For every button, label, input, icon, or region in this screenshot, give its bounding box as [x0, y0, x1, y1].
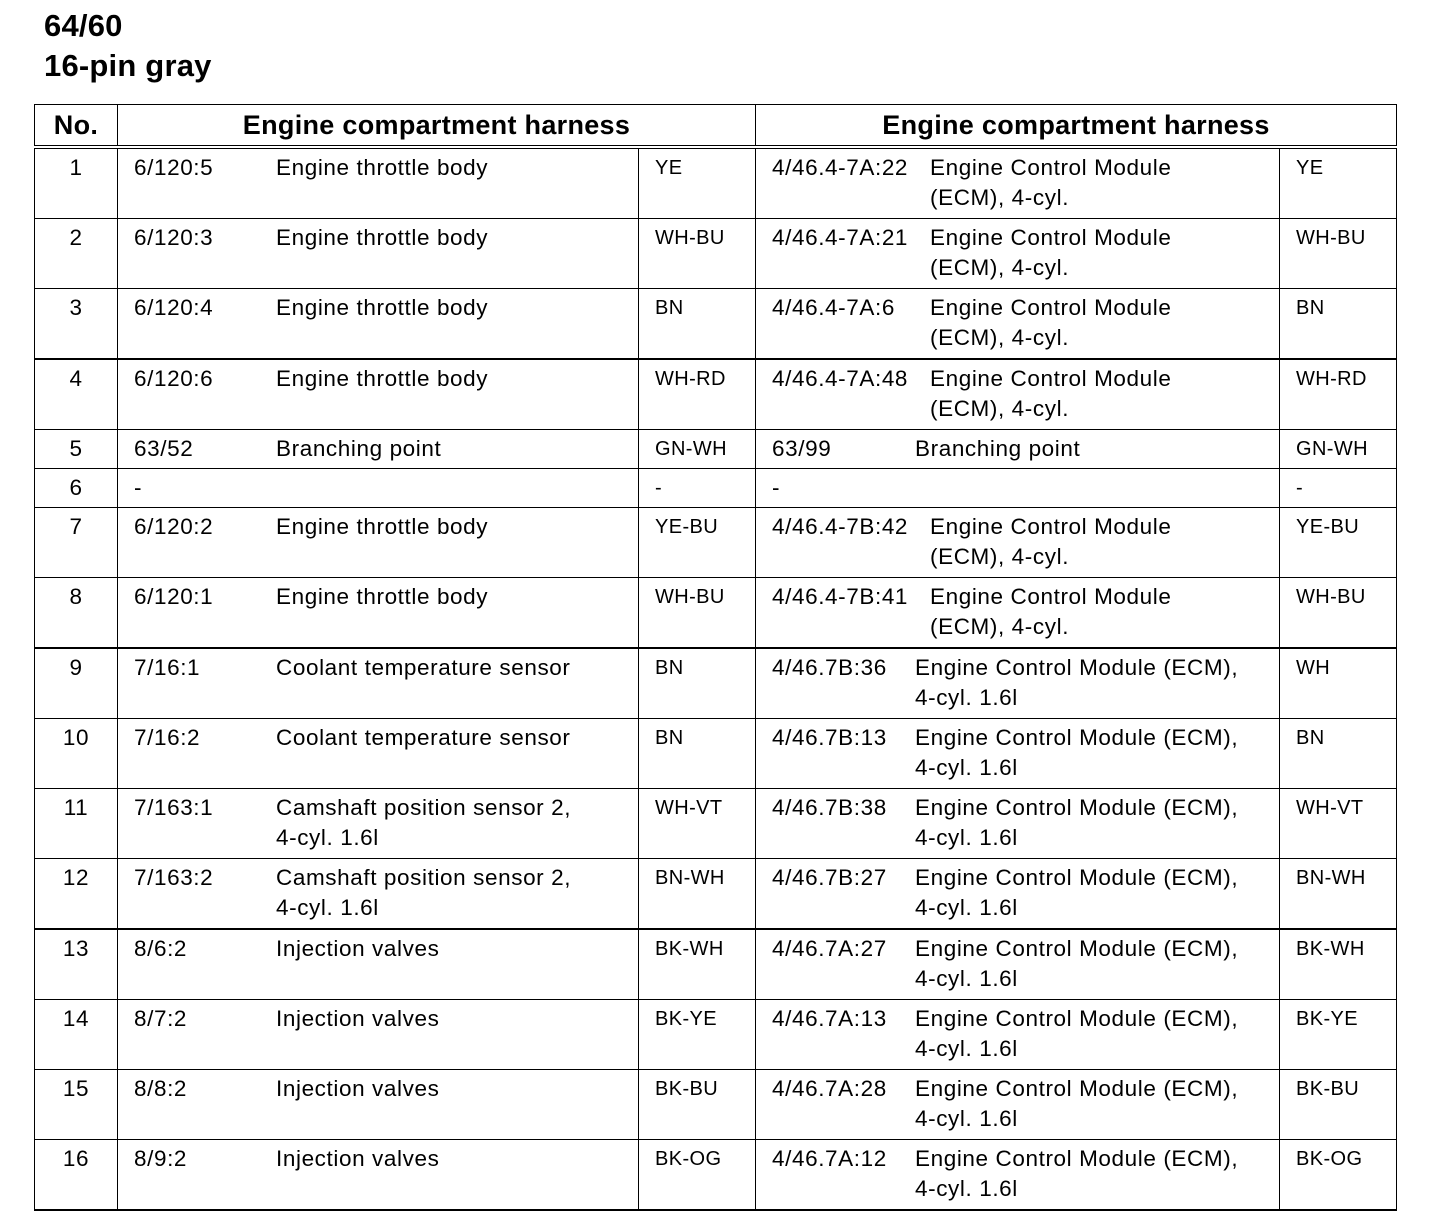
- table-row: [35, 1000, 1397, 1070]
- table-row: [35, 469, 1397, 508]
- right-pin-code: 4/46.7A:12: [772, 1146, 887, 1171]
- right-component: Engine Control Module (ECM), 4-cyl. 1.6l: [915, 1006, 1239, 1061]
- left-pin-code: 8/7:2: [134, 1006, 188, 1031]
- right-pin-code: 4/46.7B:36: [772, 655, 887, 680]
- right-component: Engine Control Module (ECM), 4-cyl. 1.6l: [915, 1146, 1239, 1201]
- left-pin-cell: [118, 929, 639, 1000]
- right-pin-cell: [756, 1140, 1280, 1211]
- right-component: Branching point: [915, 436, 1081, 461]
- right-pin-cell: [756, 359, 1280, 430]
- right-component: [915, 473, 1279, 503]
- left-pin-cell: [118, 859, 639, 930]
- left-wire-color: YE-BU: [639, 508, 756, 578]
- right-pin-cell: [756, 147, 1280, 219]
- right-component: Engine Control Module (ECM), 4-cyl.: [930, 155, 1172, 210]
- header-no: No.: [35, 105, 118, 148]
- left-pin-code: 63/52: [134, 436, 194, 461]
- right-pin-code: 4/46.4-7A:22: [772, 155, 909, 180]
- right-pin-code: 4/46.7A:27: [772, 936, 887, 961]
- right-wire-color: BK-WH: [1280, 929, 1397, 1000]
- left-pin-cell: [118, 648, 639, 719]
- left-wire-color: BN-WH: [639, 859, 756, 930]
- right-pin-cell: [756, 1070, 1280, 1140]
- left-wire-color: YE: [639, 147, 756, 219]
- left-pin-code: 7/163:1: [134, 795, 214, 820]
- left-component: Engine throttle body: [276, 584, 489, 609]
- table-row: [35, 1070, 1397, 1140]
- pin-number: 14: [35, 1000, 118, 1070]
- right-pin-cell: [756, 469, 1280, 508]
- right-component: Engine Control Module (ECM), 4-cyl. 1.6l: [915, 936, 1239, 991]
- right-pin-cell: [756, 289, 1280, 360]
- right-pin-cell: [756, 929, 1280, 1000]
- right-wire-color: YE-BU: [1280, 508, 1397, 578]
- left-component: Engine throttle body: [276, 514, 489, 539]
- right-wire-color: WH-RD: [1280, 359, 1397, 430]
- right-component: Engine Control Module (ECM), 4-cyl. 1.6l: [915, 795, 1239, 850]
- left-pin-cell: [118, 1000, 639, 1070]
- right-wire-color: WH-BU: [1280, 219, 1397, 289]
- right-wire-color: BN-WH: [1280, 859, 1397, 930]
- right-pin-code: 4/46.7B:13: [772, 725, 887, 750]
- left-pin-cell: [118, 289, 639, 360]
- left-pin-code: 6/120:3: [134, 225, 214, 250]
- right-wire-color: BK-OG: [1280, 1140, 1397, 1211]
- left-component: Engine throttle body: [276, 366, 489, 391]
- left-component: Camshaft position sensor 2, 4-cyl. 1.6l: [276, 795, 572, 850]
- pin-number: 12: [35, 859, 118, 930]
- left-pin-code: 6/120:5: [134, 155, 214, 180]
- pin-number: 13: [35, 929, 118, 1000]
- pin-number: 15: [35, 1070, 118, 1140]
- right-wire-color: GN-WH: [1280, 430, 1397, 469]
- table-row: [35, 859, 1397, 930]
- table-row: [35, 289, 1397, 360]
- right-pin-code: -: [772, 475, 781, 500]
- table-header-row: [35, 105, 1397, 148]
- left-component: Coolant temperature sensor: [276, 725, 571, 750]
- table-row: [35, 648, 1397, 719]
- left-pin-cell: [118, 219, 639, 289]
- right-pin-code: 4/46.4-7A:21: [772, 225, 909, 250]
- left-component: Branching point: [276, 436, 442, 461]
- right-pin-cell: [756, 719, 1280, 789]
- left-wire-color: BN: [639, 289, 756, 360]
- left-wire-color: WH-BU: [639, 219, 756, 289]
- right-pin-code: 4/46.4-7B:42: [772, 514, 909, 539]
- left-pin-cell: [118, 578, 639, 649]
- left-pin-code: 8/8:2: [134, 1076, 188, 1101]
- left-pin-code: 8/9:2: [134, 1146, 188, 1171]
- right-pin-cell: [756, 789, 1280, 859]
- left-pin-code: 6/120:6: [134, 366, 214, 391]
- left-pin-cell: [118, 147, 639, 219]
- right-pin-cell: [756, 219, 1280, 289]
- left-pin-cell: [118, 469, 639, 508]
- right-wire-color: WH-BU: [1280, 578, 1397, 649]
- pin-number: 9: [35, 648, 118, 719]
- right-pin-cell: [756, 508, 1280, 578]
- left-wire-color: GN-WH: [639, 430, 756, 469]
- connector-number: 64/60: [44, 8, 123, 43]
- pin-number: 8: [35, 578, 118, 649]
- left-pin-code: 8/6:2: [134, 936, 188, 961]
- right-pin-cell: [756, 859, 1280, 930]
- left-component: Camshaft position sensor 2, 4-cyl. 1.6l: [276, 865, 572, 920]
- right-pin-code: 4/46.4-7A:6: [772, 295, 895, 320]
- right-component: Engine Control Module (ECM), 4-cyl.: [930, 366, 1172, 421]
- right-wire-color: WH-VT: [1280, 789, 1397, 859]
- right-component: Engine Control Module (ECM), 4-cyl.: [930, 295, 1172, 350]
- left-wire-color: WH-VT: [639, 789, 756, 859]
- left-component: Coolant temperature sensor: [276, 655, 571, 680]
- pin-number: 10: [35, 719, 118, 789]
- pin-number: 3: [35, 289, 118, 360]
- left-component: [276, 473, 638, 503]
- table-row: [35, 789, 1397, 859]
- pin-number: 6: [35, 469, 118, 508]
- left-wire-color: -: [639, 469, 756, 508]
- right-wire-color: WH: [1280, 648, 1397, 719]
- right-wire-color: BK-YE: [1280, 1000, 1397, 1070]
- table-row: [35, 719, 1397, 789]
- pin-number: 11: [35, 789, 118, 859]
- right-pin-cell: [756, 430, 1280, 469]
- table-row: [35, 359, 1397, 430]
- right-wire-color: YE: [1280, 147, 1397, 219]
- right-pin-code: 63/99: [772, 436, 832, 461]
- left-wire-color: BK-YE: [639, 1000, 756, 1070]
- table-row: [35, 508, 1397, 578]
- left-wire-color: BN: [639, 719, 756, 789]
- right-component: Engine Control Module (ECM), 4-cyl. 1.6l: [915, 865, 1239, 920]
- left-pin-cell: [118, 508, 639, 578]
- table-row: [35, 578, 1397, 649]
- left-component: Engine throttle body: [276, 155, 489, 180]
- table-row: [35, 1140, 1397, 1211]
- left-pin-code: 6/120:2: [134, 514, 214, 539]
- pin-number: 4: [35, 359, 118, 430]
- left-pin-code: 7/16:1: [134, 655, 201, 680]
- right-pin-cell: [756, 648, 1280, 719]
- right-component: Engine Control Module (ECM), 4-cyl. 1.6l: [915, 1076, 1239, 1131]
- right-wire-color: BN: [1280, 719, 1397, 789]
- right-pin-code: 4/46.4-7B:41: [772, 584, 909, 609]
- right-pin-code: 4/46.7A:28: [772, 1076, 887, 1101]
- table-row: [35, 430, 1397, 469]
- right-pin-code: 4/46.7B:38: [772, 795, 887, 820]
- pin-number: 5: [35, 430, 118, 469]
- left-pin-cell: [118, 430, 639, 469]
- table-row: [35, 219, 1397, 289]
- right-component: Engine Control Module (ECM), 4-cyl.: [930, 584, 1172, 639]
- table-row: [35, 147, 1397, 219]
- left-wire-color: BK-BU: [639, 1070, 756, 1140]
- right-component: Engine Control Module (ECM), 4-cyl. 1.6l: [915, 655, 1239, 710]
- pin-number: 1: [35, 147, 118, 219]
- left-wire-color: WH-BU: [639, 578, 756, 649]
- left-pin-cell: [118, 719, 639, 789]
- left-wire-color: BK-OG: [639, 1140, 756, 1211]
- right-pin-code: 4/46.4-7A:48: [772, 366, 909, 391]
- left-wire-color: BK-WH: [639, 929, 756, 1000]
- header-right-harness: Engine compartment harness: [756, 105, 1397, 148]
- right-pin-cell: [756, 1000, 1280, 1070]
- left-component: Engine throttle body: [276, 295, 489, 320]
- left-component: Engine throttle body: [276, 225, 489, 250]
- left-pin-code: 7/16:2: [134, 725, 201, 750]
- left-pin-code: 7/163:2: [134, 865, 214, 890]
- right-wire-color: BK-BU: [1280, 1070, 1397, 1140]
- right-component: Engine Control Module (ECM), 4-cyl. 1.6l: [915, 725, 1239, 780]
- left-component: Injection valves: [276, 1006, 440, 1031]
- right-pin-code: 4/46.7B:27: [772, 865, 887, 890]
- right-wire-color: BN: [1280, 289, 1397, 360]
- left-component: Injection valves: [276, 1076, 440, 1101]
- right-component: Engine Control Module (ECM), 4-cyl.: [930, 225, 1172, 280]
- left-pin-code: 6/120:4: [134, 295, 214, 320]
- table-row: [35, 929, 1397, 1000]
- left-wire-color: BN: [639, 648, 756, 719]
- left-component: Injection valves: [276, 1146, 440, 1171]
- connector-description: 16-pin gray: [44, 48, 212, 83]
- left-pin-cell: [118, 1070, 639, 1140]
- right-component: Engine Control Module (ECM), 4-cyl.: [930, 514, 1172, 569]
- left-pin-cell: [118, 1140, 639, 1211]
- pin-number: 2: [35, 219, 118, 289]
- left-pin-code: -: [134, 475, 143, 500]
- table-body: [35, 147, 1397, 1210]
- pin-number: 7: [35, 508, 118, 578]
- left-pin-code: 6/120:1: [134, 584, 214, 609]
- right-pin-code: 4/46.7A:13: [772, 1006, 887, 1031]
- right-pin-cell: [756, 578, 1280, 649]
- left-pin-cell: [118, 789, 639, 859]
- right-wire-color: -: [1280, 469, 1397, 508]
- pin-number: 16: [35, 1140, 118, 1211]
- left-pin-cell: [118, 359, 639, 430]
- pin-assignment-table: [34, 104, 1397, 1211]
- header-left-harness: Engine compartment harness: [118, 105, 756, 148]
- left-component: Injection valves: [276, 936, 440, 961]
- left-wire-color: WH-RD: [639, 359, 756, 430]
